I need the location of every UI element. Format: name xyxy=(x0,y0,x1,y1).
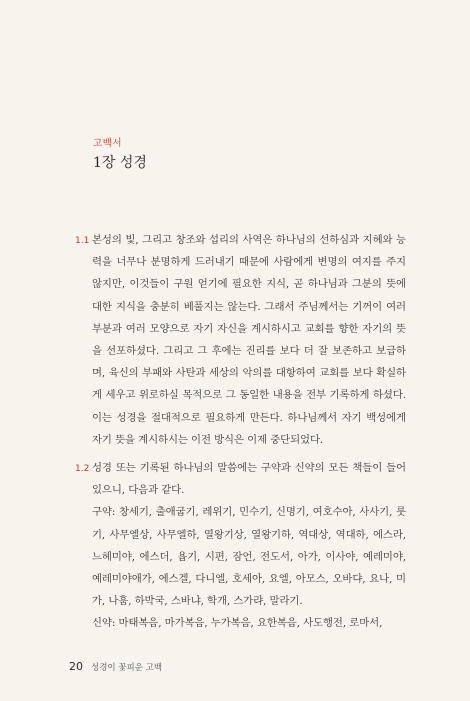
paragraph-number: 1.2 xyxy=(75,464,90,474)
new-testament-list: 신약: 마태복음, 마가복음, 누가복음, 요한복음, 사도행전, 로마서, xyxy=(92,617,383,630)
chapter-title: 1장 성경 xyxy=(93,155,147,171)
paragraph-1-1-text: 본성의 빛, 그리고 창조와 섭리의 사역은 하나님의 선하심과 지혜와 능력을 너무나 분명하게 드러내기 때문에 사람에게 변명의 여지를 주지 않지만, 이것들이 구원 얻기에 필요한 지식, 곧 하나님과 그분의 뜻에 대한 지식을 충분히 베풀지는 않는다. 그래서 주님께서는 기꺼이 여러 부분과 여러 모양으로 자기 자신을 계시하시고 교회를 향한 자기의 뜻을 선포하셨다. 그리고 그 후에는 진리를 보다 더 잘 보존하고 보급하며, 육신의 부패와 사탄과 세상의 악의를 대항하여 교회를 보다 확실하게 세우고 위로하실 목적으로 그 동일한 내용을 전부 기록하게 하셨다. 이는 성경을 절대적으로 필요하게 만든다. 하나님께서 자기 백성에게 자기 뜻을 계시하시는 이전 방식은 이제 중단되었다. xyxy=(92,234,406,446)
paragraph-number: 1.1 xyxy=(75,236,90,246)
old-testament-list: 구약: 창세기, 출애굽기, 레위기, 민수기, 신명기, 여호수아, 사사기, 룻기, 사무엘상, 사무엘하, 열왕기상, 열왕기하, 역대상, 역대하, 에스라, 느헤미야, 에스더, 욥기, 시편, 잠언, 전도서, 아가, 이사야, 예레미야, 예레미야애가, 에스겔, 다니엘, 호세아, 요엘, 아모스, 오바댜, 요나, 미가, 나훔, 하박국, 스바냐, 학개, 스가랴, 말라기. xyxy=(92,506,406,608)
paragraph-1-2-text: 성경 또는 기록된 하나님의 말씀에는 구약과 신약의 모든 책들이 들어 있으니, 다음과 같다. xyxy=(92,462,406,497)
section-label: 고백서 xyxy=(93,138,123,149)
paragraph-1-2 xyxy=(92,457,406,635)
running-footer-title: 성경이 꽃피운 고백 xyxy=(91,663,163,673)
page-number: 20 xyxy=(69,660,83,673)
